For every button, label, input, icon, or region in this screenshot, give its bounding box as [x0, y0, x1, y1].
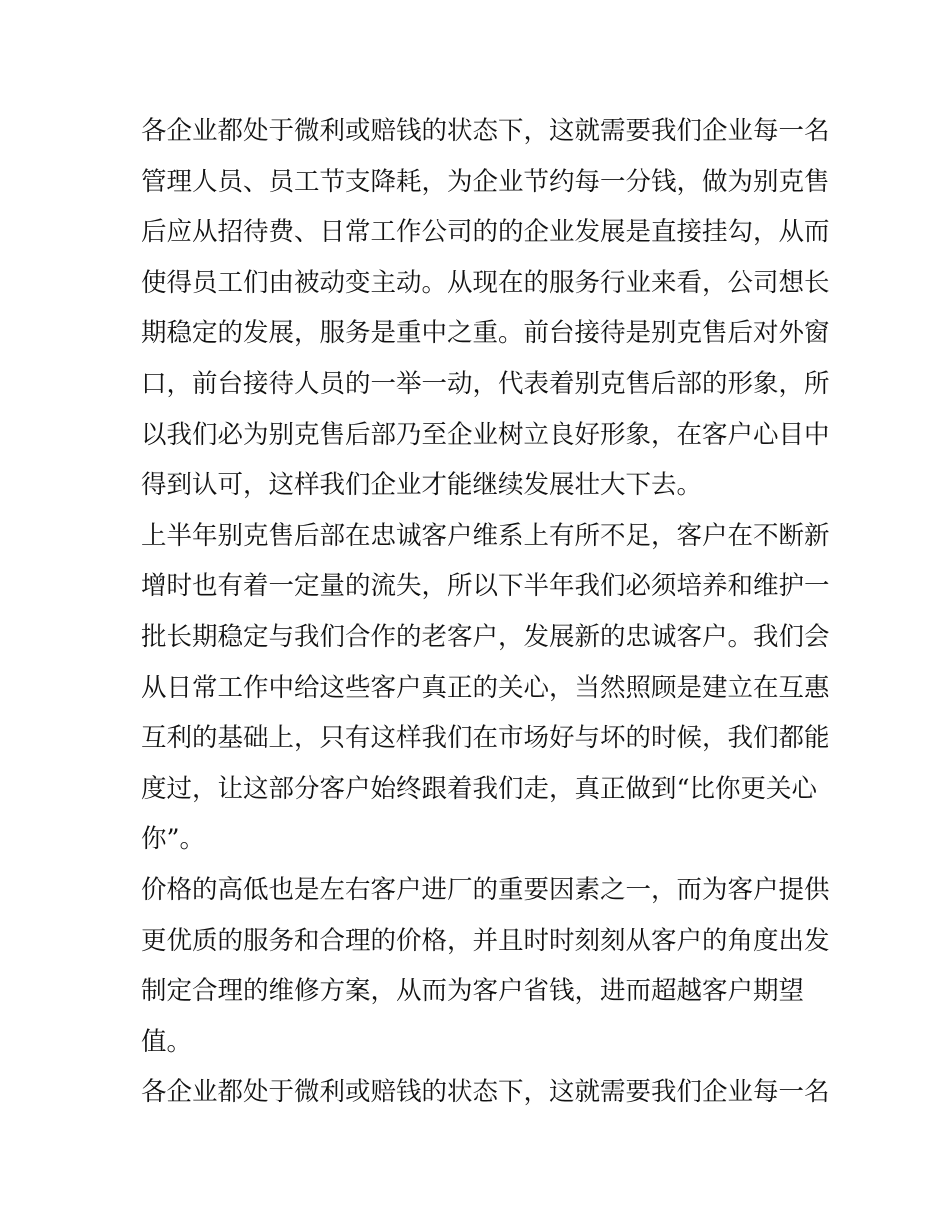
body-text	[141, 106, 830, 1118]
text-line: 更优质的服务和合理的价格，并且时时刻刻从客户的角度出发	[141, 925, 830, 956]
text-line: 以我们必为别克售后部乃至企业树立良好形象，在客户心目中	[141, 419, 830, 450]
text-line: 口，前台接待人员的一举一动，代表着别克售后部的形象，所	[141, 368, 830, 399]
text-line: 你”。	[141, 824, 206, 855]
text-line: 得到认可，这样我们企业才能继续发展壮大下去。	[141, 470, 703, 501]
text-line: 度过，让这部分客户始终跟着我们走，真正做到“比你更关心	[141, 773, 818, 804]
text-line: 价格的高低也是左右客户进厂的重要因素之一，而为客户提供	[141, 874, 830, 905]
text-line: 值。	[141, 1026, 193, 1057]
text-line: 从日常工作中给这些客户真正的关心，当然照顾是建立在互惠	[141, 672, 830, 703]
text-line: 使得员工们由被动变主动。从现在的服务行业来看，公司想长	[141, 267, 830, 298]
text-line: 制定合理的维修方案，从而为客户省钱，进而超越客户期望	[141, 976, 805, 1007]
text-line: 互利的基础上，只有这样我们在市场好与坏的时候，我们都能	[141, 723, 830, 754]
text-line: 批长期稳定与我们合作的老客户，发展新的忠诚客户。我们会	[141, 621, 830, 652]
text-line: 各企业都处于微利或赔钱的状态下，这就需要我们企业每一名	[141, 1077, 830, 1108]
text-line: 增时也有着一定量的流失，所以下半年我们必须培养和维护一	[141, 571, 830, 602]
text-line: 管理人员、员工节支降耗，为企业节约每一分钱，做为别克售	[141, 166, 830, 197]
text-line: 各企业都处于微利或赔钱的状态下，这就需要我们企业每一名	[141, 116, 830, 146]
text-line: 期稳定的发展，服务是重中之重。前台接待是别克售后对外窗	[141, 318, 830, 349]
text-line: 后应从招待费、日常工作公司的的企业发展是直接挂勾，从而	[141, 217, 830, 248]
text-line: 上半年别克售后部在忠诚客户维系上有所不足，客户在不断新	[141, 520, 830, 551]
